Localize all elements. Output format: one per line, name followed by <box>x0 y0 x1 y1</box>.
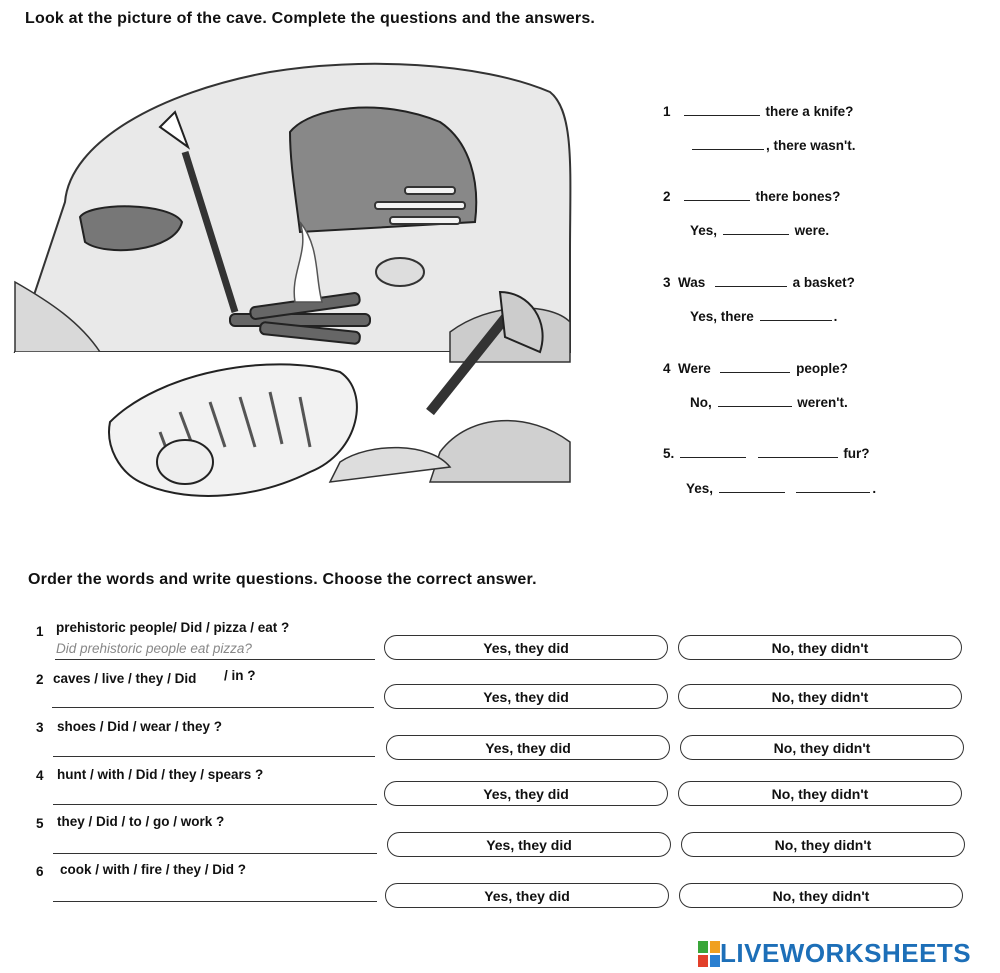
s2-yes-button-1[interactable]: Yes, they did <box>384 635 668 660</box>
s1-num-3: 3 <box>663 275 671 290</box>
s2-yes-button-3[interactable]: Yes, they did <box>386 735 670 760</box>
s1-text-3a: Was <box>678 275 706 290</box>
s2-num-5: 5 <box>36 816 44 831</box>
liveworksheets-text: LIVEWORKSHEETS <box>720 938 972 968</box>
s2-yes-button-6[interactable]: Yes, they did <box>385 883 669 908</box>
s2-words-3: shoes / Did / wear / they ? <box>57 719 223 734</box>
s1-blank-3a[interactable] <box>715 274 787 287</box>
s2-answer-line-4[interactable] <box>53 804 377 805</box>
s1-blank-5d[interactable] <box>796 480 870 493</box>
s2-words-2-extra: / in ? <box>224 668 256 683</box>
s1-answer-5 <box>686 480 876 496</box>
liveworksheets-icon <box>698 941 720 967</box>
s1-blank-5c[interactable] <box>719 480 785 493</box>
s1-num-5: 5. <box>663 446 675 461</box>
liveworksheets-logo <box>698 938 971 969</box>
s2-words-6: cook / with / fire / they / Did ? <box>60 862 247 877</box>
s2-yes-button-5[interactable]: Yes, they did <box>387 832 671 857</box>
cave-illustration <box>10 52 590 524</box>
section1-title: Look at the picture of the cave. Complete the questions and the answers. <box>25 10 596 27</box>
s2-num-3: 3 <box>36 720 44 735</box>
s1-blank-4a[interactable] <box>720 360 790 373</box>
s2-num-6: 6 <box>36 864 44 879</box>
s1-blank-2b[interactable] <box>723 222 789 235</box>
s2-example-1: Did prehistoric people eat pizza? <box>56 641 252 656</box>
s2-no-button-2[interactable]: No, they didn't <box>678 684 962 709</box>
s2-answer-line-5[interactable] <box>53 853 377 854</box>
s1-text-4a: Were <box>678 361 711 376</box>
s2-words-2: caves / live / they / Did <box>53 671 197 686</box>
s1-blank-2a[interactable] <box>684 188 750 201</box>
s2-answer-line-2[interactable] <box>52 707 374 708</box>
s1-answer-2 <box>690 222 829 238</box>
s2-words-1: prehistoric people/ Did / pizza / eat ? <box>56 620 290 635</box>
s1-text-2b: Yes, <box>690 223 718 238</box>
s2-answer-line-3[interactable] <box>53 756 375 757</box>
s2-no-button-3[interactable]: No, they didn't <box>680 735 964 760</box>
s1-text-5a: fur? <box>843 446 870 461</box>
s1-text-3b: a basket? <box>792 275 855 290</box>
s2-no-button-6[interactable]: No, they didn't <box>679 883 963 908</box>
s2-yes-button-4[interactable]: Yes, they did <box>384 781 668 806</box>
s1-text-4c: No, <box>690 395 712 410</box>
s1-blank-4b[interactable] <box>718 394 792 407</box>
s1-text-4b: people? <box>796 361 848 376</box>
s1-answer-4 <box>690 394 848 410</box>
s1-question-5 <box>663 445 870 461</box>
s1-text-3c: Yes, there <box>690 309 754 324</box>
s1-num-4: 4 <box>663 361 671 376</box>
s2-words-5: they / Did / to / go / work ? <box>57 814 225 829</box>
s2-answer-line-6[interactable] <box>53 901 377 902</box>
s1-question-1 <box>663 103 853 119</box>
s1-text-1a: there a knife? <box>765 104 854 119</box>
s2-yes-button-2[interactable]: Yes, they did <box>384 684 668 709</box>
s2-answer-line-1[interactable] <box>55 659 375 660</box>
s1-text-3d: . <box>833 309 838 324</box>
s2-num-1: 1 <box>36 624 44 639</box>
s1-blank-5a[interactable] <box>680 445 746 458</box>
s1-text-5b: Yes, <box>686 481 714 496</box>
s1-num-1: 1 <box>663 104 671 119</box>
section2-title: Order the words and write questions. Choose the correct answer. <box>28 571 537 588</box>
s1-question-2 <box>663 188 840 204</box>
s1-question-3 <box>663 274 855 290</box>
s1-answer-1 <box>690 137 855 153</box>
s1-text-4d: weren't. <box>797 395 848 410</box>
s2-no-button-5[interactable]: No, they didn't <box>681 832 965 857</box>
s1-text-2c: were. <box>794 223 830 238</box>
s2-no-button-1[interactable]: No, they didn't <box>678 635 962 660</box>
s1-question-4 <box>663 360 848 376</box>
s1-blank-5b[interactable] <box>758 445 838 458</box>
s1-text-2a: there bones? <box>755 189 841 204</box>
s2-no-button-4[interactable]: No, they didn't <box>678 781 962 806</box>
s2-num-4: 4 <box>36 768 44 783</box>
s1-answer-3 <box>690 308 837 324</box>
s2-num-2: 2 <box>36 672 44 687</box>
s1-text-5c: . <box>872 481 877 496</box>
s1-blank-1b[interactable] <box>692 137 764 150</box>
s1-blank-1a[interactable] <box>684 103 760 116</box>
s1-num-2: 2 <box>663 189 671 204</box>
s1-text-1b: , there wasn't. <box>766 138 856 153</box>
s1-blank-3b[interactable] <box>760 308 832 321</box>
s2-words-4: hunt / with / Did / they / spears ? <box>57 767 264 782</box>
